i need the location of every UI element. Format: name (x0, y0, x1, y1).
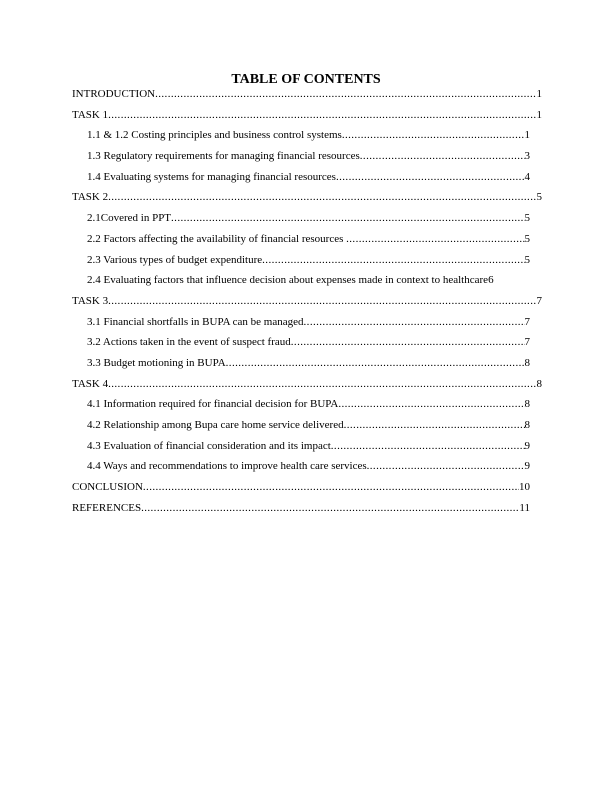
toc-dot-leader (108, 109, 536, 122)
toc-page-number: 10 (519, 481, 530, 494)
toc-page-number: 3 (524, 150, 530, 163)
toc-entry-text: 4.1 Information required for financial decision for BUPA (87, 398, 339, 411)
toc-dot-leader (262, 254, 524, 267)
toc-dot-leader (344, 419, 525, 432)
toc-entry-2-1[interactable] (72, 212, 542, 225)
toc-entry-text: 3.3 Budget motioning in BUPA (87, 356, 226, 369)
toc-page-number: 7 (524, 315, 530, 328)
toc-dot-leader (291, 336, 525, 349)
toc-page-number: 7 (536, 294, 542, 307)
toc-entry-task-1[interactable] (72, 109, 542, 122)
toc-dot-leader (143, 481, 519, 494)
toc-entry-2-2[interactable] (72, 233, 542, 246)
toc-page-number: 7 (524, 336, 530, 349)
toc-dot-leader (367, 460, 525, 473)
toc-dot-leader (346, 233, 524, 246)
toc-entry-text: TASK 4 (72, 377, 109, 390)
toc-page-number: 9 (524, 460, 530, 473)
toc-entry-text: 1.1 & 1.2 Costing principles and business control systems (87, 129, 342, 142)
toc-dot-leader (155, 88, 536, 101)
toc-dot-leader (342, 129, 525, 142)
toc-entry-text: 4.2 Relationship among Bupa care home service delivered (87, 419, 344, 431)
toc-dot-leader (336, 171, 525, 184)
toc-entry-text: 4.3 Evaluation of financial consideration and its impact (87, 439, 331, 452)
toc-entry-4-1[interactable] (72, 398, 542, 411)
toc-entry-conclusion[interactable] (72, 481, 542, 494)
toc-entry-text: INTRODUCTION (72, 88, 156, 100)
toc-entry-text: TASK 1 (72, 108, 109, 121)
toc-page-number: 8 (536, 377, 542, 390)
toc-dot-leader (108, 191, 536, 204)
toc-page-number: 5 (524, 212, 530, 225)
toc-page-number: 8 (524, 356, 530, 369)
toc-entry-2-3[interactable] (72, 254, 542, 267)
toc-entry-1-3[interactable] (72, 150, 542, 163)
toc-entry-4-3[interactable] (72, 440, 542, 453)
toc-dot-leader (226, 357, 525, 370)
toc-page-number: 8 (524, 398, 530, 411)
toc-entry-text: 3.1 Financial shortfalls in BUPA can be managed (87, 315, 304, 328)
toc-entry-text: CONCLUSION (72, 481, 143, 494)
toc-entry-references[interactable] (72, 502, 542, 515)
toc-entry-introduction[interactable] (72, 88, 542, 101)
toc-entry-3-3[interactable] (72, 357, 542, 370)
toc-entry-text: 1.4 Evaluating systems for managing financial resources (87, 170, 336, 183)
toc-page-number: 4 (524, 170, 530, 183)
toc-page-number: 8 (524, 419, 530, 431)
toc-page-number: 5 (524, 232, 530, 245)
toc-entry-text: 3.2 Actions taken in the event of suspect fraud (87, 336, 291, 349)
toc-page-number: 5 (524, 253, 530, 266)
toc-entry-4-4[interactable] (72, 460, 542, 473)
toc-entry-1-1[interactable] (72, 129, 542, 142)
toc-page-number: 11 (519, 501, 530, 514)
toc-entry-text: 4.4 Ways and recommendations to improve health care services (87, 460, 367, 473)
toc-list (72, 88, 542, 522)
toc-dot-leader (331, 440, 525, 453)
toc-dot-leader (171, 212, 524, 225)
toc-dot-leader (108, 378, 536, 391)
toc-entry-text: 2.1Covered in PPT (87, 212, 172, 225)
toc-page-number: 9 (524, 439, 530, 452)
toc-page-number: 1 (524, 129, 530, 142)
toc-entry-2-4[interactable] (72, 274, 542, 287)
toc-dot-leader (304, 316, 525, 329)
toc-title: TABLE OF CONTENTS (231, 72, 381, 87)
toc-dot-leader (338, 398, 524, 411)
toc-entry-3-1[interactable] (72, 316, 542, 329)
toc-page-number: 1 (536, 88, 542, 100)
toc-entry-1-4[interactable] (72, 171, 542, 184)
toc-entry-3-2[interactable] (72, 336, 542, 349)
toc-entry-text: 1.3 Regulatory requirements for managing financial resources (87, 150, 360, 163)
toc-entry-text: TASK 2 (72, 191, 109, 204)
toc-dot-leader (360, 150, 525, 163)
toc-entry-task-4[interactable] (72, 378, 542, 391)
toc-entry-task-3[interactable] (72, 295, 542, 308)
toc-entry-4-2[interactable] (72, 419, 542, 432)
toc-entry-text: 2.3 Various types of budget expenditure (87, 253, 263, 266)
toc-entry-text: 2.2 Factors affecting the availability of financial resources (87, 232, 347, 245)
toc-page-number: 1 (536, 108, 542, 121)
toc-page-number: 5 (536, 191, 542, 204)
toc-entry-text: 2.4 Evaluating factors that influence decision about expenses made in context to healthcare (87, 274, 489, 287)
toc-page-number: 6 (488, 274, 494, 287)
toc-entry-text: REFERENCES (72, 501, 142, 514)
toc-dot-leader (141, 502, 519, 515)
toc-entry-text: TASK 3 (72, 294, 109, 307)
toc-entry-task-2[interactable] (72, 191, 542, 204)
toc-dot-leader (108, 295, 536, 308)
